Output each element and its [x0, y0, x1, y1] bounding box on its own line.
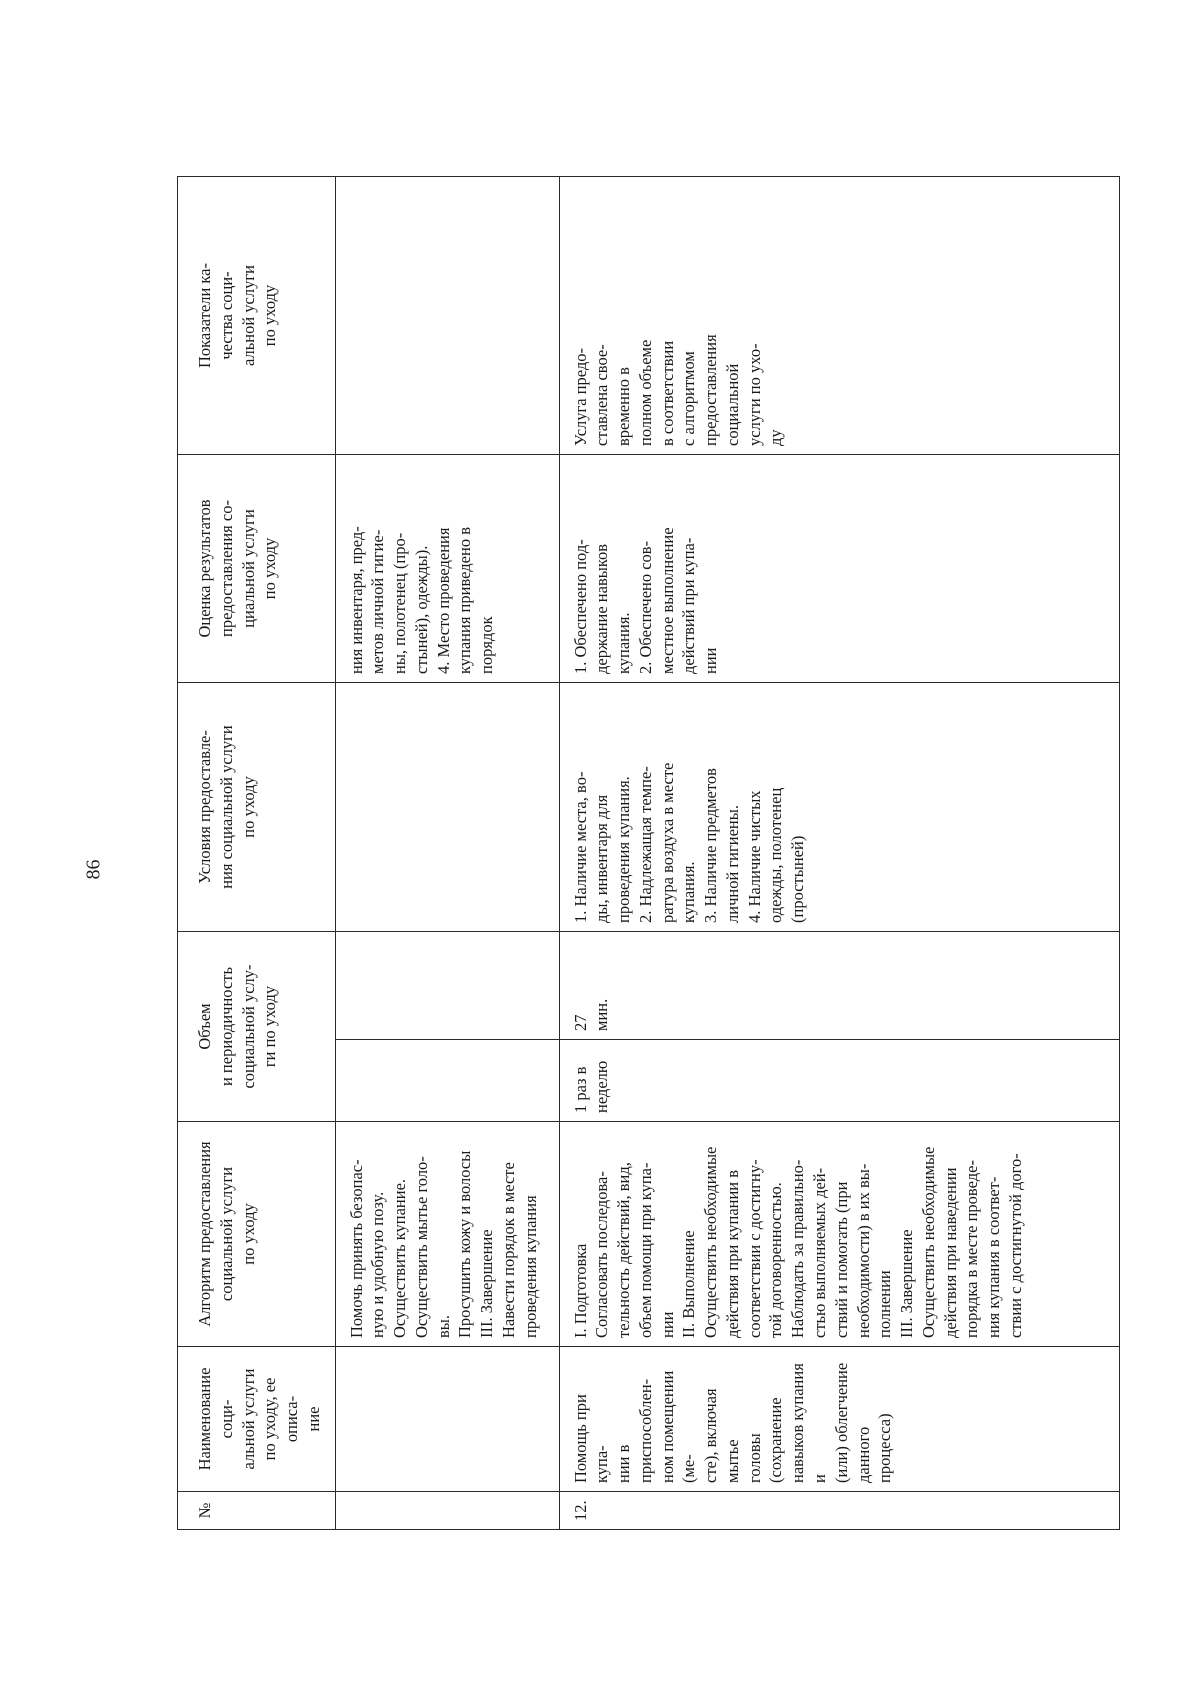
- header-results: Оценка результатов предоставления со- циальной услуги по уходу: [178, 455, 336, 683]
- cell-frequency: [335, 1040, 559, 1122]
- cell-algorithm: Помочь принять безопас- ную и удобную позу. Осуществить купание. Осуществить мытье голо- вы. Просушить кожу и волосы III. Завершение Навести порядок в месте проведения купания: [335, 1122, 559, 1347]
- header-no: №: [178, 1492, 336, 1530]
- header-quality: Показатели ка- чества соци- альной услуги по уходу: [178, 177, 336, 455]
- header-algorithm: Алгоритм предоставления социальной услуги по уходу: [178, 1122, 336, 1347]
- cell-duration: 27 мин.: [559, 932, 1119, 1040]
- rotated-table-container: [177, 177, 1094, 1530]
- header-volume: Объем и периодичность социальной услу- ги по уходу: [178, 932, 336, 1122]
- cell-results: ния инвентаря, пред- метов личной гигие- ны, полотенец (про- стыней), одежды). 4. Место проведения купания приведено в порядок: [335, 455, 559, 683]
- cell-quality: [335, 177, 559, 455]
- cell-algorithm: I. Подготовка Согласовать последова- тельность действий, вид, объем помощи при купа- нии II. Выполнение Осуществить необходимые действия при купании в соответствии с достигну- той договоренностью. Наблюдать за правильно- стью выполняемых дей- ствий и помогать (при необходимости) в их вы- полнении III. Завершение Осуществить необходимые действия при наведении порядка в месте проведе- ния купания в соответ- ствии с достигнутой дого-: [559, 1122, 1119, 1347]
- header-row: [178, 177, 336, 1530]
- cell-quality: Услуга предо- ставлена свое- временно в полном объеме в соответствии с алгоритмом предоставления социальной услуги по ухо- ду: [559, 177, 1119, 455]
- header-name: Наименование соци- альной услуги по уходу, ее описа- ние: [178, 1347, 336, 1492]
- cell-frequency: 1 раз в неделю: [559, 1040, 1119, 1122]
- cell-no: [335, 1492, 559, 1530]
- table-row: [559, 177, 1119, 1530]
- table-row: [335, 177, 559, 1530]
- cell-no: 12.: [559, 1492, 1119, 1530]
- cell-conditions: [335, 683, 559, 932]
- cell-duration: [335, 932, 559, 1040]
- cell-name: Помощь при купа- нии в приспособлен- ном помещении (ме- сте), включая мытье головы (сохранение навыков купания и (или) облегчение данного процесса): [559, 1347, 1119, 1492]
- cell-conditions: 1. Наличие места, во- ды, инвентаря для проведения купания. 2. Надлежащая темпе- ратура воздуха в месте купания. 3. Наличие предметов личной гигиены. 4. Наличие чистых одежды, полотенец (простыней): [559, 683, 1119, 932]
- page-number: 86: [82, 859, 105, 880]
- service-table: [177, 176, 1120, 1530]
- cell-name: [335, 1347, 559, 1492]
- header-conditions: Условия предоставле- ния социальной услуги по уходу: [178, 683, 336, 932]
- cell-results: 1. Обеспечено под- держание навыков купания. 2. Обеспечено сов- местное выполнение действий при купа- нии: [559, 455, 1119, 683]
